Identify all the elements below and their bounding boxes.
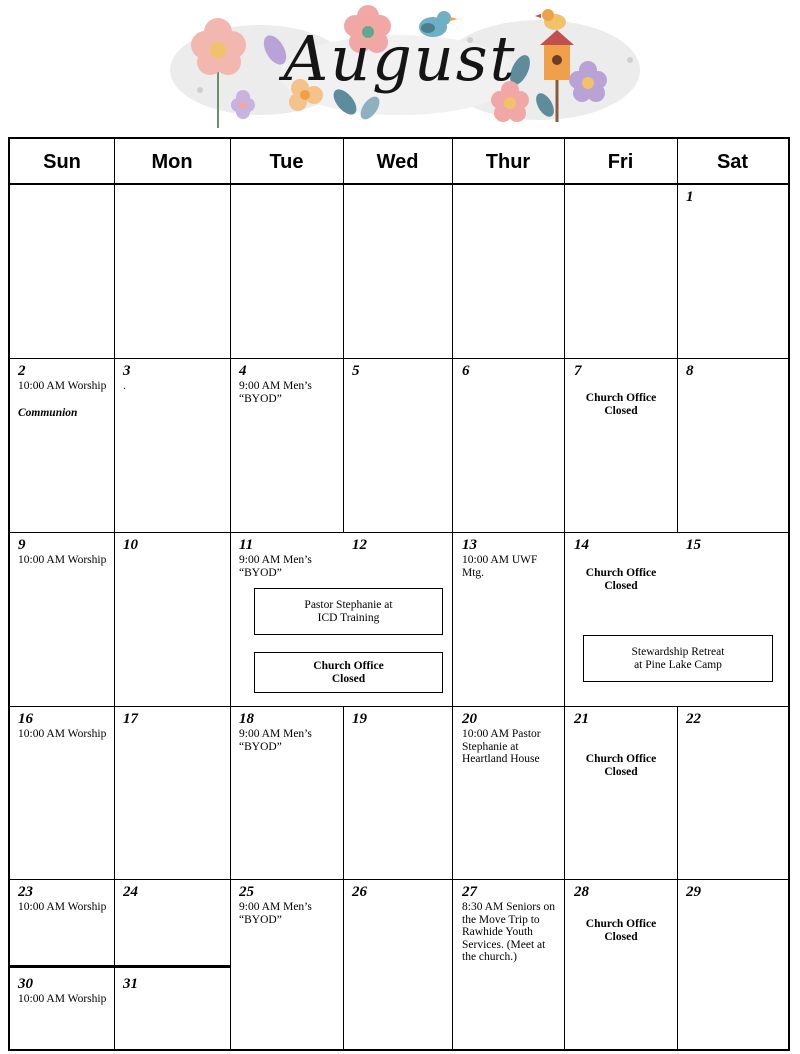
calendar-header	[0, 0, 800, 138]
event-heartland-house: 10:00 AM Pastor Stephanie at Heartland House	[462, 728, 541, 765]
day-21: 21	[574, 711, 589, 727]
day-20: 20	[462, 711, 477, 727]
event-worship: 10:00 AM Worship	[18, 901, 107, 913]
event-office-closed: Church Office Closed	[585, 567, 657, 592]
day-12: 12	[352, 537, 367, 553]
day-6: 6	[462, 363, 470, 379]
weekday-mon: Mon	[151, 151, 193, 173]
weekday-sat: Sat	[716, 151, 749, 173]
day-17: 17	[123, 711, 138, 727]
event-uwf-mtg: 10:00 AM UWF Mtg.	[462, 554, 538, 579]
day-9: 9	[18, 537, 26, 553]
day-18: 18	[239, 711, 254, 727]
day-2: 2	[18, 363, 26, 379]
day-16: 16	[18, 711, 33, 727]
day-3: 3	[123, 363, 131, 379]
event-mens-byod: 9:00 AM Men’s “BYOD”	[239, 554, 312, 579]
day-14: 14	[574, 537, 589, 553]
day-1: 1	[686, 189, 694, 205]
event-office-closed-box: Church Office Closed	[254, 652, 443, 693]
day-31: 31	[123, 976, 138, 992]
event-stewardship-retreat: Stewardship Retreat at Pine Lake Camp	[583, 635, 773, 682]
event-mens-byod: 9:00 AM Men’s “BYOD”	[239, 380, 312, 405]
event-seniors-trip: 8:30 AM Seniors on the Move Trip to Rawhide Youth Services. (Meet at the church.)	[462, 901, 555, 963]
weekday-wed: Wed	[376, 151, 419, 173]
event-communion: Communion	[18, 407, 78, 419]
event-worship: 10:00 AM Worship	[18, 993, 107, 1005]
day-28: 28	[574, 884, 589, 900]
event-mens-byod: 9:00 AM Men’s “BYOD”	[239, 901, 312, 926]
day-11: 11	[239, 537, 254, 553]
event-dot: .	[123, 380, 126, 392]
day-30: 30	[18, 976, 33, 992]
event-mens-byod: 9:00 AM Men’s “BYOD”	[239, 728, 312, 753]
day-4: 4	[239, 363, 247, 379]
day-13: 13	[462, 537, 477, 553]
day-26: 26	[352, 884, 367, 900]
day-15: 15	[686, 537, 701, 553]
weekday-fri: Fri	[607, 151, 634, 173]
day-8: 8	[686, 363, 694, 379]
day-5: 5	[352, 363, 360, 379]
event-office-closed: Church Office Closed	[585, 918, 657, 943]
day-29: 29	[686, 884, 701, 900]
event-worship: 10:00 AM Worship	[18, 380, 107, 392]
weekday-thur: Thur	[485, 151, 531, 173]
day-19: 19	[352, 711, 367, 727]
day-23: 23	[18, 884, 33, 900]
calendar-grid	[8, 137, 790, 1051]
day-24: 24	[123, 884, 138, 900]
weekday-sun: Sun	[43, 151, 81, 173]
day-10: 10	[123, 537, 138, 553]
day-22: 22	[686, 711, 701, 727]
day-25: 25	[239, 884, 254, 900]
event-pastor-icd-training: Pastor Stephanie at ICD Training	[254, 588, 443, 635]
event-office-closed: Church Office Closed	[585, 392, 657, 417]
month-title: August	[283, 22, 517, 95]
event-worship: 10:00 AM Worship	[18, 554, 107, 566]
weekday-tue: Tue	[269, 151, 304, 173]
event-office-closed: Church Office Closed	[585, 753, 657, 778]
day-27: 27	[462, 884, 477, 900]
day-7: 7	[574, 363, 582, 379]
event-worship: 10:00 AM Worship	[18, 728, 107, 740]
